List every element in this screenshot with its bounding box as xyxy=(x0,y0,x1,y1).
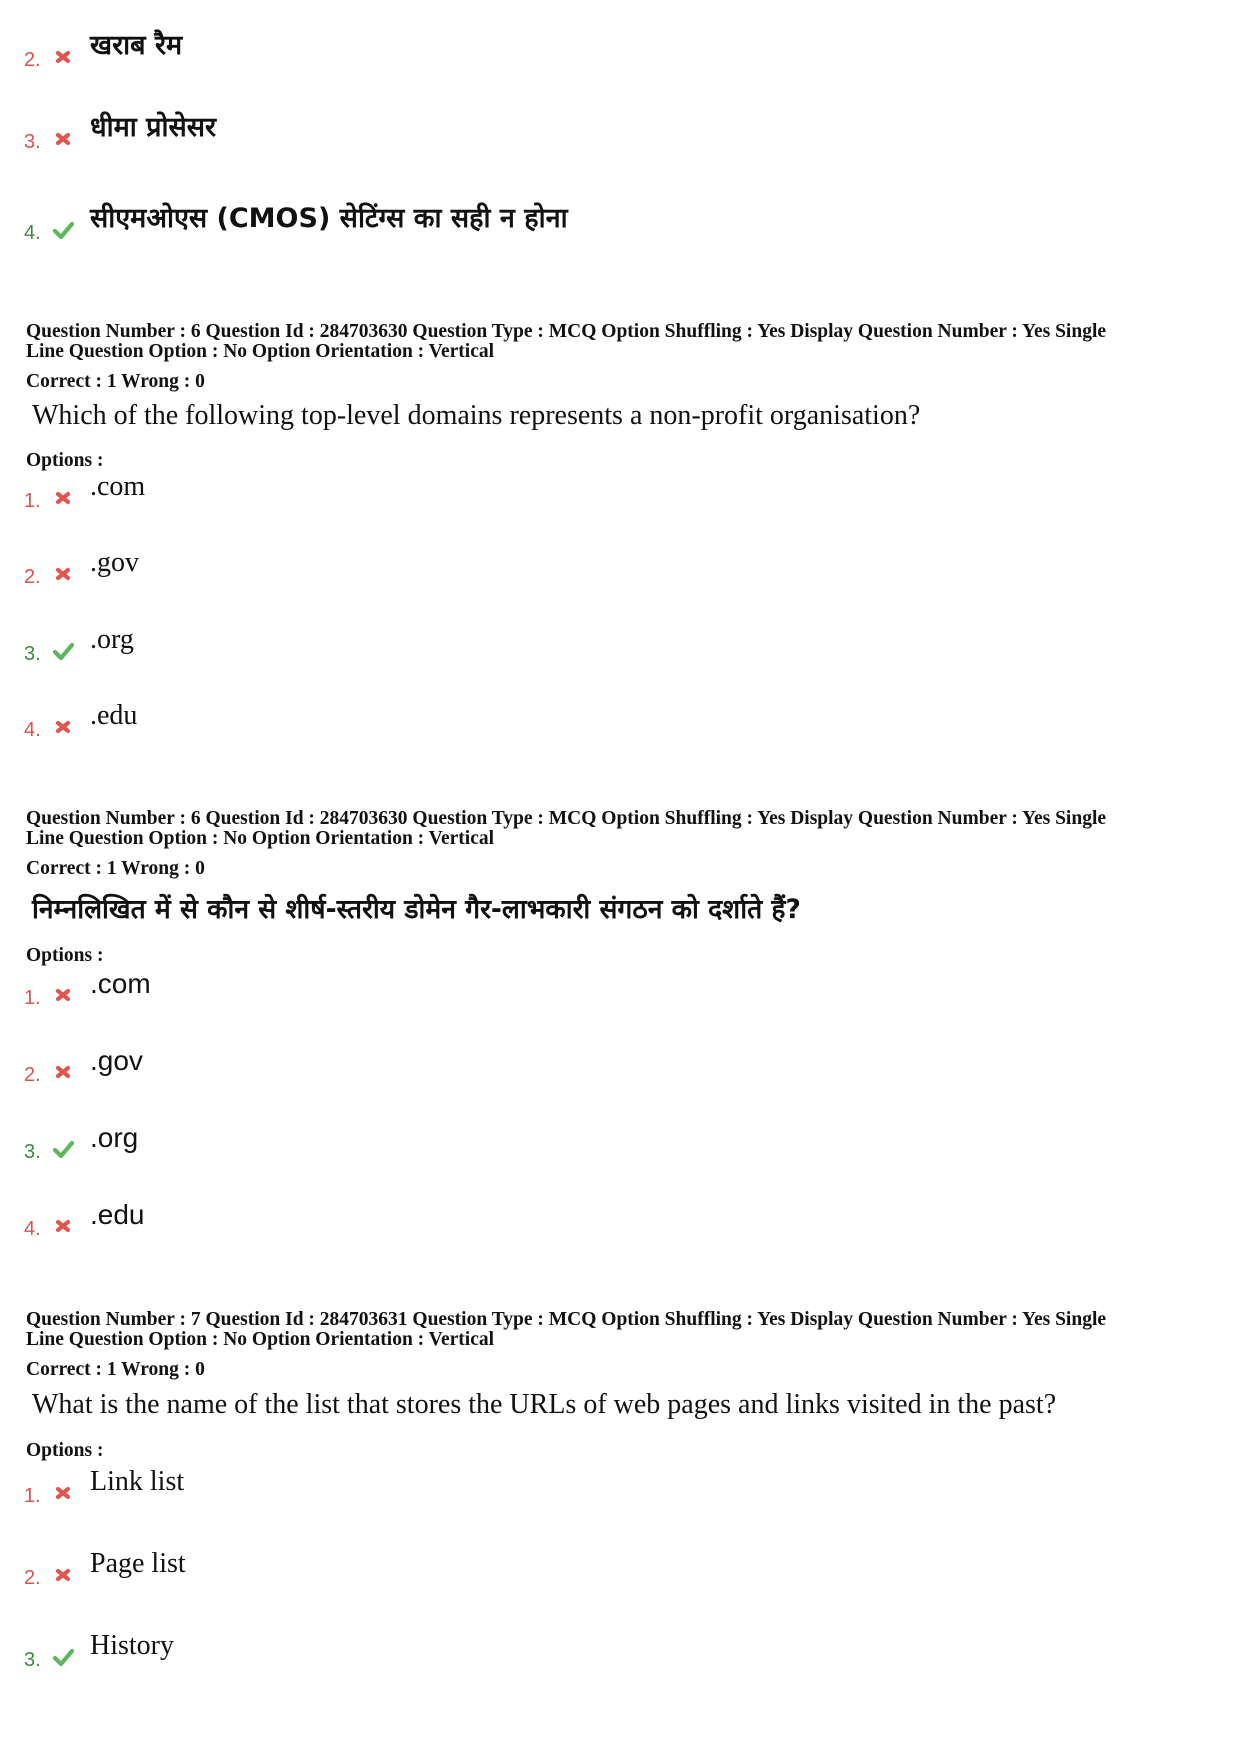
check-icon xyxy=(52,219,74,241)
cross-icon xyxy=(52,46,74,68)
meta-line-1: Question Number : 6 Question Id : 284703630 Question Type : MCQ Option Shuffling : Yes Display Question Number : Yes Single xyxy=(26,321,1107,342)
option-item xyxy=(24,24,1124,70)
option-number: 2. xyxy=(24,1567,41,1589)
meta-line-2: Line Question Option : No Option Orientation : Vertical xyxy=(26,1329,495,1350)
check-icon xyxy=(52,1138,74,1160)
option-item xyxy=(24,197,1124,243)
option-text: खराब रैम xyxy=(90,30,183,61)
option-number: 3. xyxy=(24,131,41,153)
option-item xyxy=(24,694,1124,740)
option-number: 4. xyxy=(24,1218,41,1240)
question-meta xyxy=(26,1310,1226,1350)
meta-line-2: Line Question Option : No Option Orientation : Vertical xyxy=(26,341,495,362)
option-item xyxy=(24,541,1124,587)
option-text: धीमा प्रोसेसर xyxy=(90,112,217,143)
option-item xyxy=(24,618,1124,664)
option-text: .edu xyxy=(90,1199,145,1230)
options-label: Options : xyxy=(26,945,104,966)
option-text: Page list xyxy=(90,1548,186,1579)
option-item xyxy=(24,106,1124,152)
option-item xyxy=(24,1542,1124,1588)
marks-info: Correct : 1 Wrong : 0 xyxy=(26,371,205,392)
question-text: Which of the following top-level domains represents a non-profit organisation? xyxy=(32,400,921,431)
option-number: 3. xyxy=(24,643,41,665)
cross-icon xyxy=(52,1061,74,1083)
option-item xyxy=(24,1624,1124,1670)
option-number: 2. xyxy=(24,49,41,71)
cross-icon xyxy=(52,716,74,738)
question-text: What is the name of the list that stores the URLs of web pages and links visited in the past? xyxy=(32,1389,1057,1420)
meta-line-2: Line Question Option : No Option Orientation : Vertical xyxy=(26,828,495,849)
option-text: .gov xyxy=(90,1045,143,1076)
option-text: .gov xyxy=(90,547,139,578)
option-number: 4. xyxy=(24,719,41,741)
question-text: निम्नलिखित में से कौन से शीर्ष-स्तरीय डोमेन गैर-लाभकारी संगठन को दर्शाते हैं? xyxy=(32,894,801,925)
option-text: Link list xyxy=(90,1466,185,1497)
option-number: 1. xyxy=(24,490,41,512)
option-text: .edu xyxy=(90,700,138,731)
option-text: History xyxy=(90,1630,174,1661)
check-icon xyxy=(52,1646,74,1668)
option-number: 1. xyxy=(24,987,41,1009)
cross-icon xyxy=(52,1564,74,1586)
question-meta xyxy=(26,322,1226,362)
cross-icon xyxy=(52,487,74,509)
check-icon xyxy=(52,640,74,662)
option-number: 2. xyxy=(24,566,41,588)
option-text: .org xyxy=(90,1122,139,1153)
option-number: 2. xyxy=(24,1064,41,1086)
option-item xyxy=(24,465,1124,511)
option-text: .org xyxy=(90,624,134,655)
option-item xyxy=(24,1039,1124,1085)
cross-icon xyxy=(52,1215,74,1237)
option-number: 3. xyxy=(24,1141,41,1163)
option-item xyxy=(24,962,1124,1008)
option-item xyxy=(24,1116,1124,1162)
cross-icon xyxy=(52,1482,74,1504)
marks-info: Correct : 1 Wrong : 0 xyxy=(26,858,205,879)
option-number: 1. xyxy=(24,1485,41,1507)
question-meta xyxy=(26,809,1226,849)
marks-info: Correct : 1 Wrong : 0 xyxy=(26,1359,205,1380)
options-label: Options : xyxy=(26,450,104,471)
option-text: .com xyxy=(90,471,146,502)
cross-icon xyxy=(52,984,74,1006)
cross-icon xyxy=(52,128,74,150)
option-number: 3. xyxy=(24,1649,41,1671)
cross-icon xyxy=(52,563,74,585)
option-number: 4. xyxy=(24,222,41,244)
meta-line-1: Question Number : 7 Question Id : 284703631 Question Type : MCQ Option Shuffling : Yes Display Question Number : Yes Single xyxy=(26,1309,1107,1330)
options-label: Options : xyxy=(26,1440,104,1461)
option-item xyxy=(24,1193,1124,1239)
option-text: सीएमओएस (CMOS) सेटिंग्स का सही न होना xyxy=(90,203,568,234)
option-text: .com xyxy=(90,968,151,999)
option-item xyxy=(24,1460,1124,1506)
meta-line-1: Question Number : 6 Question Id : 284703630 Question Type : MCQ Option Shuffling : Yes Display Question Number : Yes Single xyxy=(26,808,1107,829)
